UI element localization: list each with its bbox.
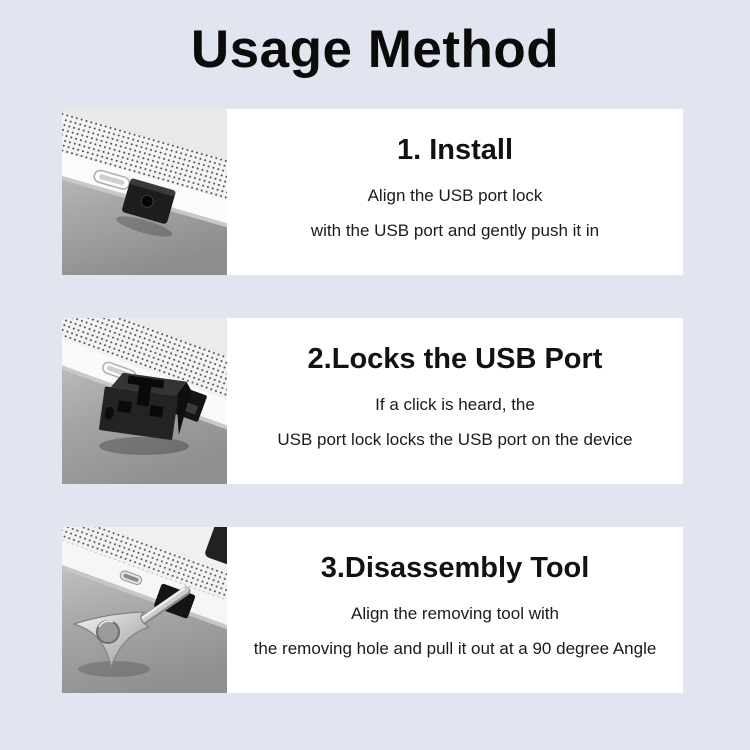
step-2-line-1: If a click is heard, the (375, 395, 535, 414)
step-3-line-2: the removing hole and pull it out at a 90 degree Angle (253, 639, 657, 658)
step-1-install-card (62, 109, 683, 275)
step-3-text (227, 527, 683, 693)
step-2-text (227, 318, 683, 484)
step-3-photo (62, 527, 227, 693)
usage-steps (0, 109, 750, 693)
step-2-locks-card (62, 318, 683, 484)
step-3-disassembly-card (62, 527, 683, 693)
laptop-usb-lock-install-photo (62, 109, 227, 275)
step-1-heading: 1. Install (396, 134, 514, 166)
step-3-heading: 3.Disassembly Tool (320, 552, 590, 584)
page-title: Usage Method (190, 20, 560, 79)
lock-shadow (99, 437, 189, 455)
laptop-removal-tool-photo (62, 527, 227, 693)
step-1-line-1: Align the USB port lock (367, 186, 543, 205)
step-1-photo (62, 109, 227, 275)
tool-shadow (78, 661, 150, 677)
laptop-usb-lock-locked-photo (62, 318, 227, 484)
step-3-line-1: Align the removing tool with (351, 604, 559, 623)
step-1-line-2: with the USB port and gently push it in (310, 221, 600, 240)
step-2-photo (62, 318, 227, 484)
step-1-text (227, 109, 683, 275)
step-2-line-2: USB port lock locks the USB port on the device (277, 430, 633, 449)
step-2-heading: 2.Locks the USB Port (307, 343, 603, 375)
